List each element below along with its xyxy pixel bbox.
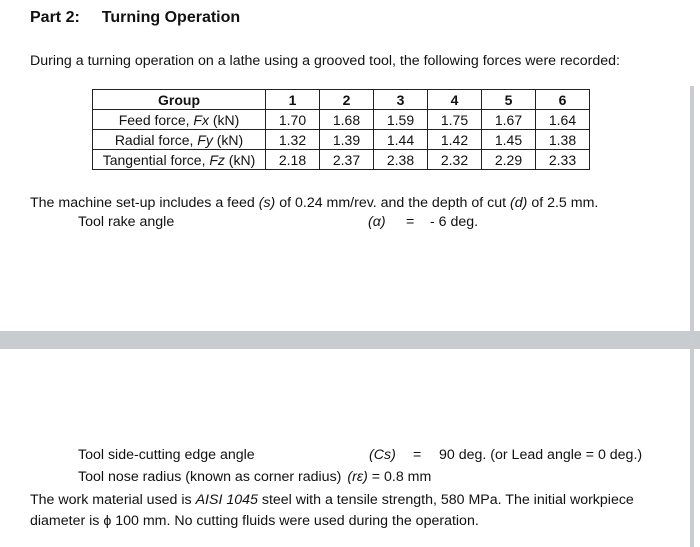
table-cell: 1.67 <box>482 110 536 130</box>
page-break-band <box>0 331 700 349</box>
edge-equals: = <box>413 447 422 463</box>
table-cell: 1.75 <box>428 110 482 130</box>
table-cell: 2.37 <box>320 150 374 170</box>
rake-label: Tool rake angle <box>78 214 175 230</box>
side-cutting-edge-line <box>78 447 678 467</box>
table-cell: 1.38 <box>536 130 590 150</box>
nose-label: Tool nose radius (known as corner radius) <box>78 469 342 485</box>
table-cell: 1.59 <box>374 110 428 130</box>
intro-text: During a turning operation on a lathe using a grooved tool, the following forces were recorded: <box>30 53 620 69</box>
scrollbar-track[interactable] <box>690 86 694 547</box>
table-row-radial-force <box>93 130 590 150</box>
group-header: Group <box>93 90 266 110</box>
rake-value: - 6 deg. <box>430 214 479 230</box>
table-cell: 1.64 <box>536 110 590 130</box>
table-cell: 1.32 <box>266 130 320 150</box>
group-col-header: 3 <box>374 90 428 110</box>
group-col-header: 4 <box>428 90 482 110</box>
table-cell: 1.68 <box>320 110 374 130</box>
table-header-row <box>93 90 590 110</box>
edge-label: Tool side-cutting edge angle <box>78 447 255 463</box>
nose-value: = 0.8 mm <box>367 469 432 485</box>
table-cell: 1.39 <box>320 130 374 150</box>
rake-symbol: (α) <box>368 214 386 230</box>
row-label: Feed force, Fx (kN) <box>93 110 266 130</box>
part-number: Part 2: <box>30 9 80 26</box>
nose-symbol: (rε) <box>347 469 368 485</box>
part-heading <box>30 9 240 27</box>
row-label: Radial force, Fy (kN) <box>93 130 266 150</box>
table-cell: 2.33 <box>536 150 590 170</box>
table-cell: 2.18 <box>266 150 320 170</box>
part-title: Turning Operation <box>101 9 241 26</box>
forces-table <box>92 89 590 170</box>
material-text: The work material used is AISI 1045 steel with a tensile strength, 580 MPa. The initial workpiece diameter is ϕ 100 mm. No cutting fluids were used during the operation. <box>30 492 634 529</box>
table-cell: 1.45 <box>482 130 536 150</box>
row-label: Tangential force, Fz (kN) <box>93 150 266 170</box>
group-col-header: 1 <box>266 90 320 110</box>
group-col-header: 2 <box>320 90 374 110</box>
table-cell: 2.38 <box>374 150 428 170</box>
table-row-tangential-force <box>93 150 590 170</box>
table-cell: 2.29 <box>482 150 536 170</box>
table-cell: 2.32 <box>428 150 482 170</box>
group-col-header: 6 <box>536 90 590 110</box>
group-col-header: 5 <box>482 90 536 110</box>
edge-symbol: (Cs) <box>369 447 396 463</box>
machine-setup-text: The machine set-up includes a feed (s) of 0.24 mm/rev. and the depth of cut (d) of 2.5 mm. <box>30 195 599 211</box>
rake-angle-line <box>78 214 538 230</box>
rake-equals: = <box>406 214 415 230</box>
table-cell: 1.44 <box>374 130 428 150</box>
table-cell: 1.70 <box>266 110 320 130</box>
table-cell: 1.42 <box>428 130 482 150</box>
nose-radius-line <box>78 469 431 485</box>
edge-value: 90 deg. (or Lead angle = 0 deg.) <box>439 447 643 463</box>
table-row-feed-force <box>93 110 590 130</box>
